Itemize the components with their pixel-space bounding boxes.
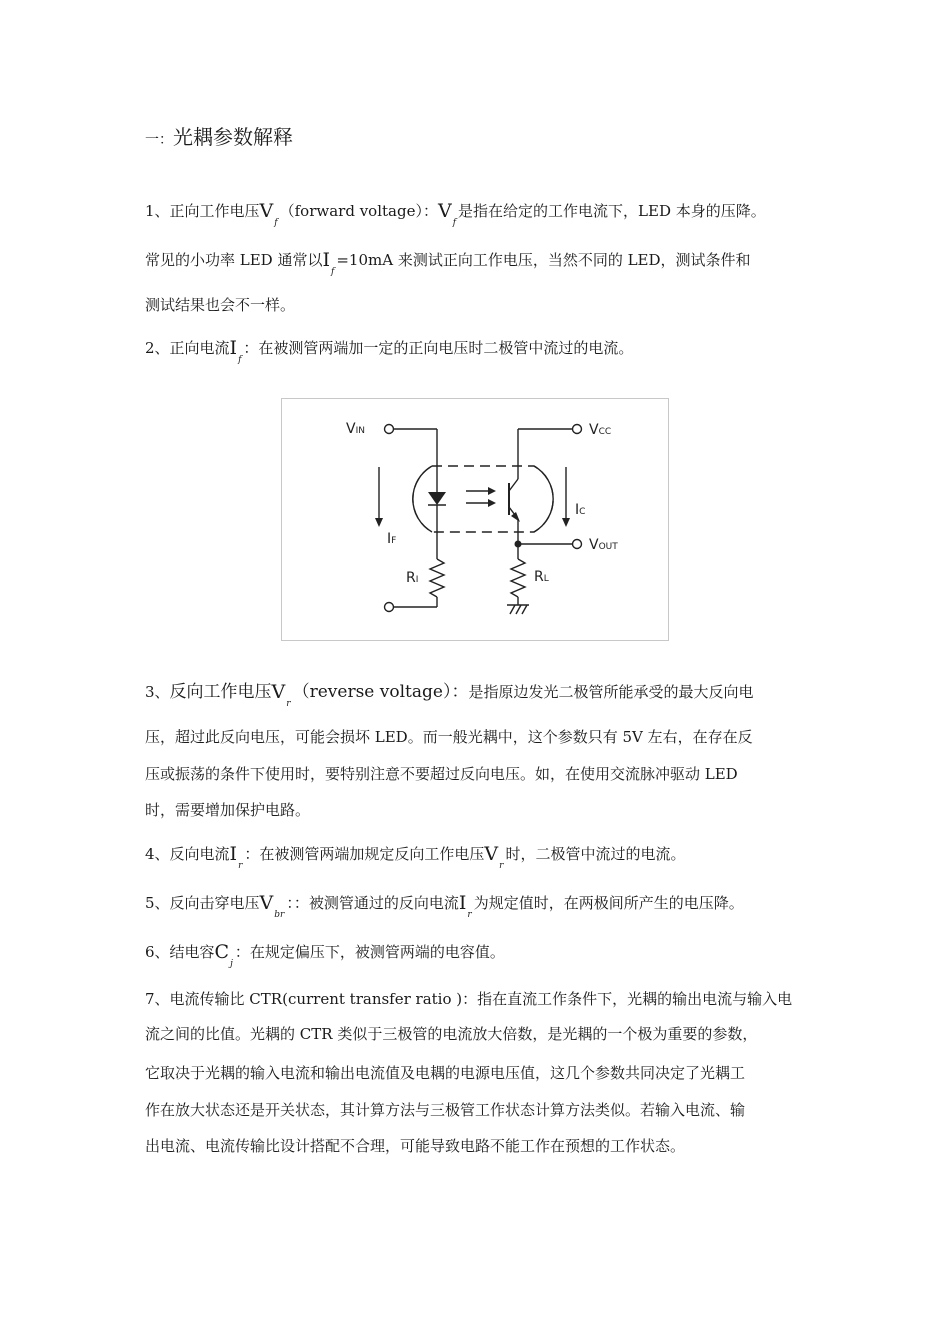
ground-hatch — [516, 605, 521, 614]
p3-line4: 时，需要增加保护电路。 — [145, 801, 311, 819]
p1-text-b: （forward voltage）： — [279, 202, 438, 220]
p3-text-c: （reverse voltage）： — [292, 682, 469, 702]
symbol-sub: r — [286, 699, 291, 709]
symbol-main: V — [259, 892, 274, 914]
resistor-rl — [511, 559, 525, 597]
p3-text-a: 3、 — [145, 683, 170, 701]
section-heading — [145, 124, 293, 153]
label-rl: RL — [534, 569, 549, 585]
symbol-ir — [458, 892, 474, 920]
p7-line1: 7、电流传输比 CTR(current transfer ratio )：指在直流工作条件下，光耦的输出电流与输入电 — [145, 990, 793, 1008]
p1-text-a: 1、正向工作电压 — [145, 202, 260, 220]
p7-line2: 流之间的比值。光耦的 CTR 类似于三极管的电流放大倍数，是光耦的一个极为重要的参数， — [145, 1025, 758, 1043]
arrowhead — [375, 518, 383, 527]
p1-line2-b: =10mA 来测试正向工作电压，当然不同的 LED，测试条件和 — [336, 251, 751, 269]
heading-prefix: 一： — [145, 132, 173, 148]
p3-text-b: 反向工作电压 — [169, 682, 272, 702]
junction-dot — [515, 541, 522, 548]
transistor-collector — [509, 479, 518, 491]
package-edge — [534, 466, 553, 532]
p6-text-a: 6、结电容 — [145, 943, 215, 961]
symbol-vf — [259, 200, 280, 228]
p4-text-c: 时，二极管中流过的电流。 — [505, 845, 686, 863]
label-ri: RI — [406, 570, 419, 586]
p3-line3: 压或振荡的条件下使用时，要特别注意不要超过反向电压。如，在使用交流脉冲驱动 LED — [145, 765, 738, 783]
symbol-cj — [214, 941, 235, 969]
arrowhead — [511, 512, 520, 522]
symbol-sub: r — [238, 861, 243, 871]
symbol-main: I — [229, 337, 238, 359]
p5-text-a: 5、反向击穿电压 — [145, 894, 260, 912]
symbol-vr — [271, 681, 293, 709]
symbol-vf — [437, 200, 458, 228]
vout-terminal — [573, 540, 582, 549]
symbol-sub: f — [238, 355, 242, 365]
p2-text-b: ：在被测管两端加一定的正向电压时二极管中流过的电流。 — [243, 339, 634, 357]
resistor-ri — [430, 559, 444, 597]
symbol-sub: r — [467, 910, 472, 920]
p1-line1 — [145, 200, 766, 228]
symbol-main: V — [271, 681, 286, 703]
p4-line1 — [145, 843, 686, 871]
symbol-ir — [229, 843, 245, 871]
p1-text-c: 是指在给定的工作电流下，LED 本身的压降。 — [458, 202, 766, 220]
p1-line3: 测试结果也会不一样。 — [145, 296, 296, 314]
p5-text-c: 为规定值时，在两极间所产生的电压降。 — [473, 894, 744, 912]
label-if: IF — [387, 531, 397, 547]
package-edge — [413, 466, 432, 532]
symbol-main: V — [259, 200, 274, 222]
symbol-sub: br — [274, 910, 285, 920]
symbol-main: I — [229, 843, 238, 865]
p4-text-b: ：在被测管两端加规定反向工作电压 — [244, 845, 485, 863]
circuit-svg — [282, 399, 668, 640]
vin-terminal — [385, 425, 394, 434]
label-ic: IC — [575, 502, 586, 518]
input-ground-terminal — [385, 603, 394, 612]
arrowhead — [488, 487, 496, 495]
label-vout: VOUT — [589, 537, 618, 553]
heading-text: 光耦参数解释 — [173, 125, 293, 149]
symbol-sub: f — [274, 218, 278, 228]
symbol-main: C — [214, 941, 230, 963]
symbol-if — [322, 249, 336, 277]
symbol-sub: f — [452, 218, 457, 228]
optocoupler-circuit-diagram — [281, 398, 669, 641]
label-vcc: VCC — [589, 422, 612, 438]
p4-text-a: 4、反向电流 — [145, 845, 230, 863]
p5-text-b: ：：被测管通过的反向电流 — [286, 894, 459, 912]
p2-text-a: 2、正向电流 — [145, 339, 230, 357]
p1-line2 — [145, 249, 751, 277]
symbol-sub: f — [331, 267, 335, 277]
vcc-terminal — [573, 425, 582, 434]
p6-text-b: ：在规定偏压下，被测管两端的电容值。 — [234, 943, 505, 961]
p6-line1 — [145, 941, 505, 969]
p3-text-d: 是指原边发光二极管所能承受的最大反向电 — [468, 683, 754, 701]
symbol-sub: j — [230, 959, 233, 969]
symbol-main: V — [484, 843, 499, 865]
arrowhead — [488, 499, 496, 507]
symbol-if — [229, 337, 244, 365]
symbol-sub: r — [499, 861, 504, 871]
p5-line1 — [145, 892, 744, 920]
p7-line3: 它取决于光耦的输入电流和输出电流值及电耦的电源电压值，这几个参数共同决定了光耦工 — [145, 1064, 746, 1082]
p3-line1 — [145, 681, 754, 709]
symbol-main: V — [437, 200, 452, 222]
p2-line1 — [145, 337, 634, 365]
arrowhead — [562, 518, 570, 527]
symbol-main: I — [322, 249, 330, 271]
label-vin: VIN — [346, 421, 365, 437]
p7-line4: 作在放大状态还是开关状态，其计算方法与三极管工作状态计算方法类似。若输入电流、输 — [145, 1101, 746, 1119]
ground-hatch — [510, 605, 515, 614]
symbol-main: I — [458, 892, 467, 914]
symbol-vbr — [259, 892, 287, 920]
led-icon — [428, 492, 446, 505]
symbol-vr — [484, 843, 505, 871]
p1-line2-a: 常见的小功率 LED 通常以 — [145, 251, 323, 269]
ground-hatch — [522, 605, 527, 614]
p7-line5: 出电流、电流传输比设计搭配不合理，可能导致电路不能工作在预想的工作状态。 — [145, 1137, 686, 1155]
p3-line2: 压，超过此反向电压，可能会损坏 LED。而一般光耦中，这个参数只有 5V 左右，在存在反 — [145, 728, 753, 746]
